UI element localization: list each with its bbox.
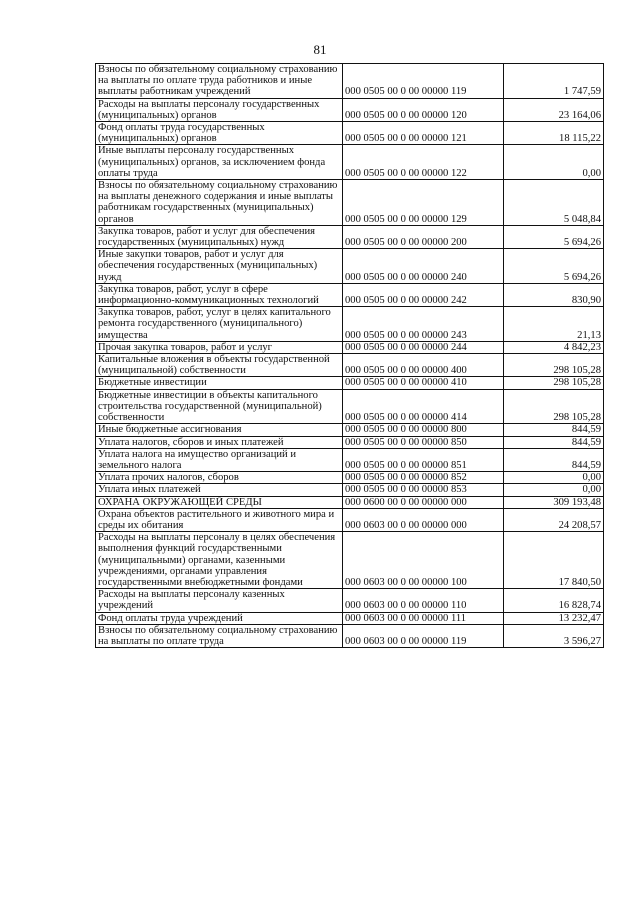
row-code: 000 0505 00 0 00 00000 119: [343, 64, 504, 99]
table-row: [96, 354, 604, 377]
row-name: Закупка товаров, работ и услуг для обеспечения государственных (муниципальных) нужд: [96, 225, 343, 248]
table-row: [96, 283, 604, 306]
row-sum: 24 208,57: [504, 508, 604, 531]
row-code: 000 0600 00 0 00 00000 000: [343, 496, 504, 508]
table-row: [96, 249, 604, 284]
row-name: Фонд оплаты труда учреждений: [96, 612, 343, 624]
row-sum: 309 193,48: [504, 496, 604, 508]
row-sum: 298 105,28: [504, 377, 604, 389]
row-code: 000 0505 00 0 00 00000 800: [343, 424, 504, 436]
table-row: [96, 624, 604, 647]
row-code: 000 0505 00 0 00 00000 243: [343, 307, 504, 342]
row-name: Бюджетные инвестиции: [96, 377, 343, 389]
row-code: 000 0505 00 0 00 00000 120: [343, 98, 504, 121]
row-code: 000 0603 00 0 00 00000 100: [343, 532, 504, 589]
row-code: 000 0505 00 0 00 00000 240: [343, 249, 504, 284]
table-row: [96, 448, 604, 471]
row-code: 000 0505 00 0 00 00000 129: [343, 180, 504, 226]
row-name: Капитальные вложения в объекты государственной (муниципальной) собственности: [96, 354, 343, 377]
row-name: Расходы на выплаты персоналу государственных (муниципальных) органов: [96, 98, 343, 121]
row-name: Охрана объектов растительного и животного мира и среды их обитания: [96, 508, 343, 531]
row-sum: 16 828,74: [504, 589, 604, 612]
row-sum: 844,59: [504, 424, 604, 436]
row-sum: 5 048,84: [504, 180, 604, 226]
table-row: [96, 341, 604, 353]
row-sum: 18 115,22: [504, 122, 604, 145]
row-name: Уплата иных платежей: [96, 484, 343, 496]
row-sum: 3 596,27: [504, 624, 604, 647]
row-code: 000 0505 00 0 00 00000 850: [343, 436, 504, 448]
row-code: 000 0505 00 0 00 00000 121: [343, 122, 504, 145]
row-name: Уплата налога на имущество организаций и земельного налога: [96, 448, 343, 471]
row-sum: 13 232,47: [504, 612, 604, 624]
table-row: [96, 98, 604, 121]
table-row: [96, 589, 604, 612]
table-row: [96, 122, 604, 145]
table-row: [96, 389, 604, 424]
row-name: Расходы на выплаты персоналу казенных учреждений: [96, 589, 343, 612]
table-row: [96, 377, 604, 389]
row-sum: 4 842,23: [504, 341, 604, 353]
row-code: 000 0603 00 0 00 00000 000: [343, 508, 504, 531]
row-code: 000 0505 00 0 00 00000 242: [343, 283, 504, 306]
row-code: 000 0505 00 0 00 00000 200: [343, 225, 504, 248]
table-row: [96, 484, 604, 496]
row-sum: 5 694,26: [504, 225, 604, 248]
table-row: [96, 496, 604, 508]
row-sum: 1 747,59: [504, 64, 604, 99]
row-code: 000 0603 00 0 00 00000 110: [343, 589, 504, 612]
row-sum: 23 164,06: [504, 98, 604, 121]
row-name: Расходы на выплаты персоналу в целях обеспечения выполнения функций государственными (муниципальными) органами, казенными учреждениями, органами управления государственными внебюджетными фондами: [96, 532, 343, 589]
table-row: [96, 472, 604, 484]
budget-table-body: [96, 64, 604, 648]
row-name: Уплата налогов, сборов и иных платежей: [96, 436, 343, 448]
row-name: Прочая закупка товаров, работ и услуг: [96, 341, 343, 353]
row-name: Закупка товаров, работ, услуг в целях капитального ремонта государственного (муниципального) имущества: [96, 307, 343, 342]
row-code: 000 0603 00 0 00 00000 111: [343, 612, 504, 624]
row-name: Взносы по обязательному социальному страхованию на выплаты по оплате труда: [96, 624, 343, 647]
row-code: 000 0505 00 0 00 00000 410: [343, 377, 504, 389]
table-row: [96, 180, 604, 226]
row-sum: 830,90: [504, 283, 604, 306]
row-code: 000 0505 00 0 00 00000 851: [343, 448, 504, 471]
row-sum: 17 840,50: [504, 532, 604, 589]
table-row: [96, 64, 604, 99]
table-row: [96, 436, 604, 448]
row-sum: 298 105,28: [504, 354, 604, 377]
table-row: [96, 307, 604, 342]
row-sum: 5 694,26: [504, 249, 604, 284]
row-sum: 0,00: [504, 472, 604, 484]
row-sum: 0,00: [504, 145, 604, 180]
page-number: 81: [313, 42, 327, 57]
row-code: 000 0603 00 0 00 00000 119: [343, 624, 504, 647]
table-row: [96, 225, 604, 248]
row-code: 000 0505 00 0 00 00000 400: [343, 354, 504, 377]
row-code: 000 0505 00 0 00 00000 122: [343, 145, 504, 180]
table-row: [96, 424, 604, 436]
row-code: 000 0505 00 0 00 00000 853: [343, 484, 504, 496]
row-name: Закупка товаров, работ, услуг в сфере информационно-коммуникационных технологий: [96, 283, 343, 306]
row-name: Взносы по обязательному социальному страхованию на выплаты по оплате труда работников и иные выплаты работникам учреждений: [96, 64, 343, 99]
row-name: Уплата прочих налогов, сборов: [96, 472, 343, 484]
row-sum: 844,59: [504, 436, 604, 448]
table-row: [96, 612, 604, 624]
row-name: Взносы по обязательному социальному страхованию на выплаты денежного содержания и иные выплаты работникам государственных (муниципальных) органов: [96, 180, 343, 226]
row-sum: 0,00: [504, 484, 604, 496]
row-code: 000 0505 00 0 00 00000 852: [343, 472, 504, 484]
row-name: Иные закупки товаров, работ и услуг для обеспечения государственных (муниципальных) нужд: [96, 249, 343, 284]
row-sum: 21,13: [504, 307, 604, 342]
row-name: Иные бюджетные ассигнования: [96, 424, 343, 436]
row-name: ОХРАНА ОКРУЖАЮЩЕЙ СРЕДЫ: [96, 496, 343, 508]
row-code: 000 0505 00 0 00 00000 414: [343, 389, 504, 424]
row-code: 000 0505 00 0 00 00000 244: [343, 341, 504, 353]
row-sum: 298 105,28: [504, 389, 604, 424]
table-row: [96, 508, 604, 531]
row-name: Фонд оплаты труда государственных (муниципальных) органов: [96, 122, 343, 145]
row-name: Иные выплаты персоналу государственных (муниципальных) органов, за исключением фонда оплаты труда: [96, 145, 343, 180]
row-sum: 844,59: [504, 448, 604, 471]
budget-table: [95, 63, 604, 648]
row-name: Бюджетные инвестиции в объекты капитального строительства государственной (муниципальной) собственности: [96, 389, 343, 424]
table-row: [96, 532, 604, 589]
table-row: [96, 145, 604, 180]
